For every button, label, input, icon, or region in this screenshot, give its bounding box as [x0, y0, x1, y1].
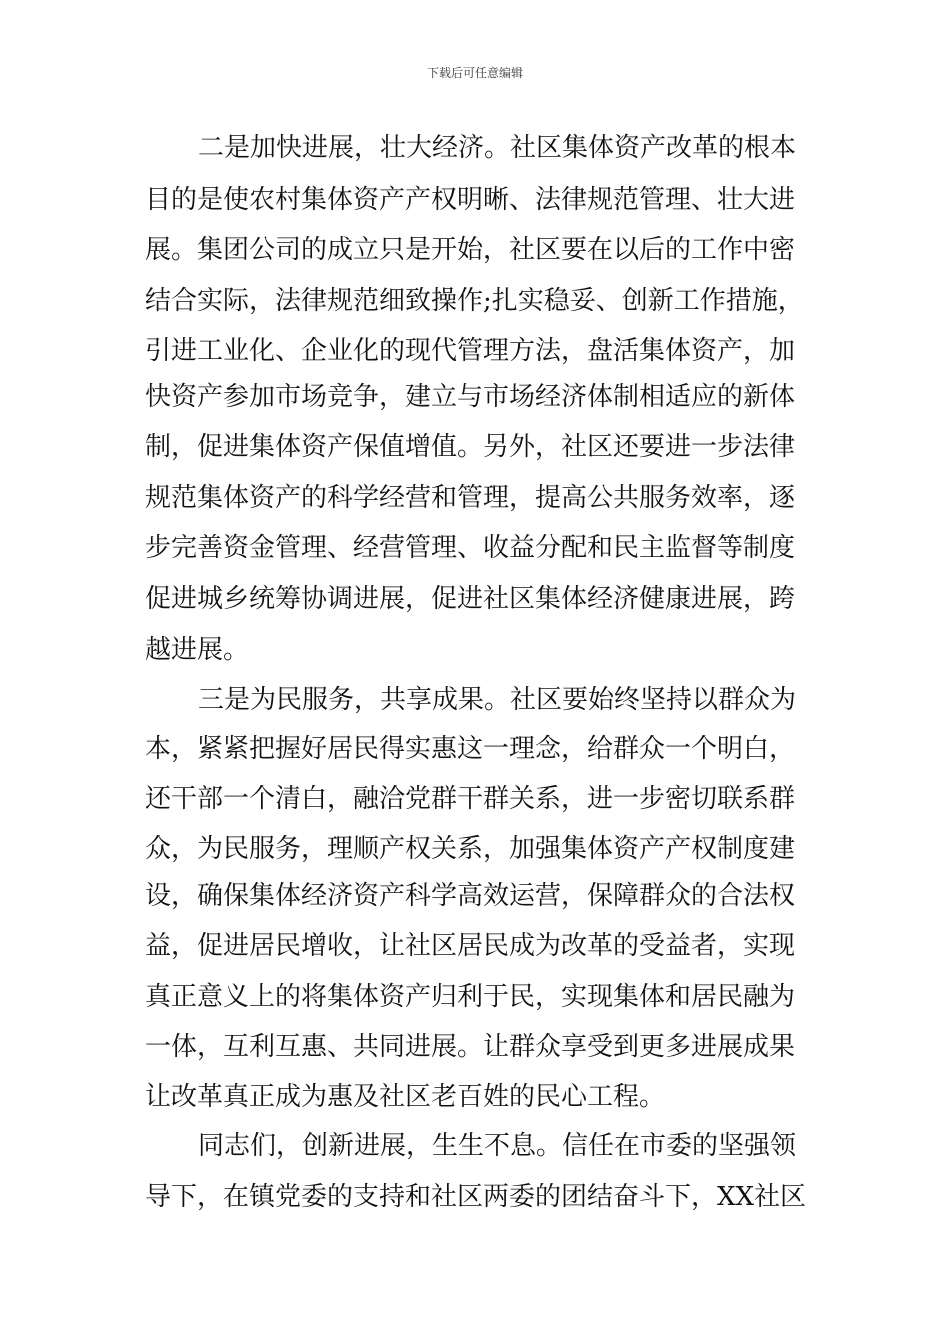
paragraph-line: 同志们，创新进展，生生不息。信任在市委的坚强领 — [198, 1131, 797, 1161]
paragraph-line: 让改革真正成为惠及社区老百姓的民心工程。 — [145, 1082, 666, 1112]
paragraph-line: 众，为民服务，理顺产权关系，加强集体资产产权制度建 — [145, 834, 796, 864]
paragraph-line: 导下，在镇党委的支持和社区两委的团结奋斗下，XX社区 — [145, 1182, 807, 1212]
paragraph-line: 展。集团公司的成立只是开始，社区要在以后的工作中密 — [145, 235, 796, 265]
page-header: 下载后可任意编辑 — [426, 66, 523, 80]
paragraph-line: 促进城乡统筹协调进展，促进社区集体经济健康进展，跨 — [145, 584, 796, 614]
paragraph-line: 益，促进居民增收，让社区居民成为改革的受益者，实现 — [145, 931, 796, 961]
paragraph-line: 快资产参加市场竞争，建立与市场经济体制相适应的新体 — [145, 382, 796, 412]
paragraph-line: 越进展。 — [145, 635, 250, 665]
paragraph-line: 还干部一个清白，融洽党群干群关系，进一步密切联系群 — [145, 784, 796, 814]
paragraph-line: 三是为民服务，共享成果。社区要始终坚持以群众为 — [198, 685, 797, 715]
paragraph-line: 本，紧紧把握好居民得实惠这一理念，给群众一个明白， — [145, 734, 796, 764]
paragraph-line: 引进工业化、企业化的现代管理方法，盘活集体资产，加 — [145, 336, 796, 366]
paragraph-line: 二是加快进展，壮大经济。社区集体资产改革的根本 — [198, 133, 797, 163]
paragraph-line: 一体，互利互惠、共同进展。让群众享受到更多进展成果 — [145, 1032, 796, 1062]
paragraph-line: 步完善资金管理、经营管理、收益分配和民主监督等制度 — [145, 533, 796, 563]
paragraph-line: 目的是使农村集体资产产权明晰、法律规范管理、壮大进 — [145, 185, 796, 215]
paragraph-line: 规范集体资产的科学经营和管理，提高公共服务效率，逐 — [145, 483, 796, 513]
paragraph-line: 制，促进集体资产保值增值。另外，社区还要进一步法律 — [145, 432, 796, 462]
paragraph-line: 真正意义上的将集体资产归利于民，实现集体和居民融为 — [145, 982, 796, 1012]
paragraph-line: 结合实际，法律规范细致操作;扎实稳妥、创新工作措施， — [145, 286, 804, 316]
paragraph-line: 设，确保集体经济资产科学高效运营，保障群众的合法权 — [145, 881, 796, 911]
